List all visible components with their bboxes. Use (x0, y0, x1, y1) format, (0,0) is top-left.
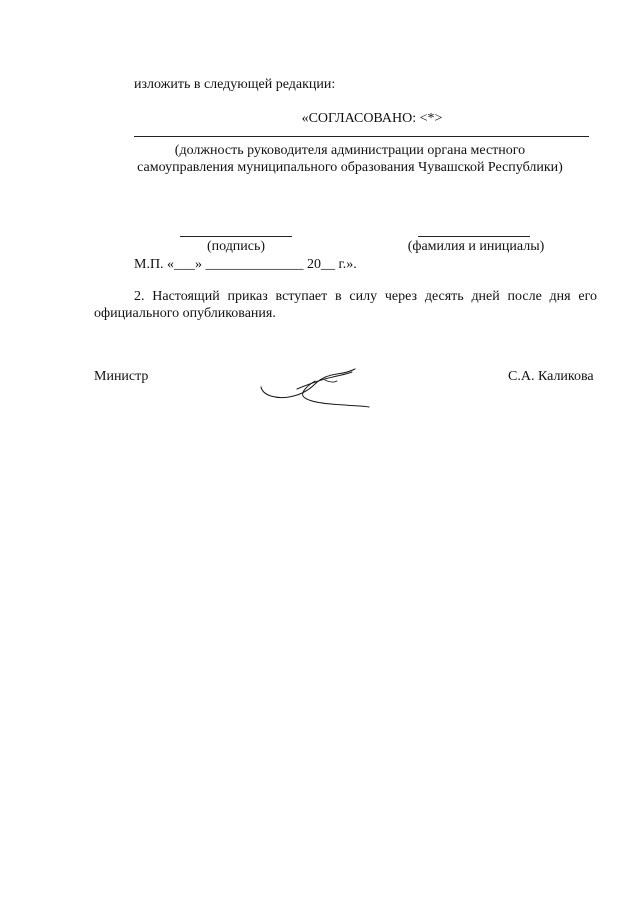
signature-blank-line (180, 236, 292, 237)
clause-line2: официального опубликования. (94, 306, 276, 321)
position-caption-line1: (должность руководителя администрации органа местного (174, 143, 526, 158)
name-caption: (фамилия и инициалы) (407, 239, 545, 254)
signature-caption: (подпись) (206, 239, 266, 254)
signatory-name: С.А. Каликова (508, 369, 594, 384)
position-title: Министр (94, 369, 149, 384)
clause-line1: 2. Настоящий приказ вступает в силу через десять дней после дня его (134, 289, 597, 304)
position-blank-line (134, 136, 589, 137)
approval-heading: «СОГЛАСОВАНО: <*> (301, 111, 443, 126)
name-blank-line (418, 236, 530, 237)
position-caption-line2: самоуправления муниципального образования Чувашской Республики) (137, 160, 563, 175)
handwritten-signature (255, 366, 375, 412)
stamp-date-line: М.П. «___» ______________ 20__ г.». (134, 257, 357, 272)
intro-text: изложить в следующей редакции: (134, 77, 336, 92)
